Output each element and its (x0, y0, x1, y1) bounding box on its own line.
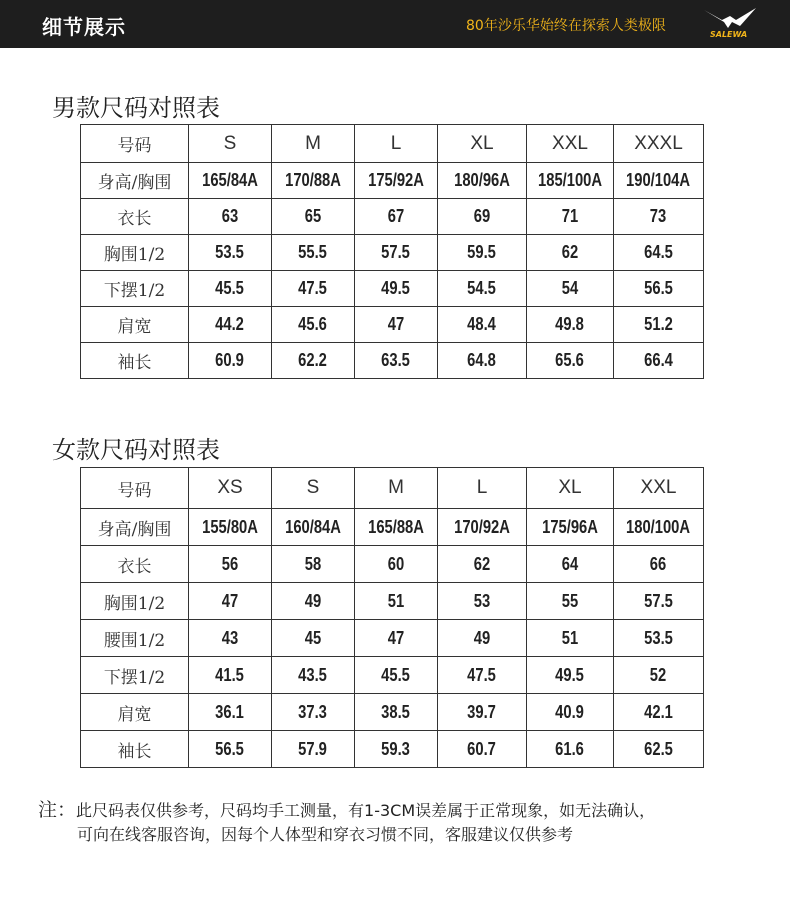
value-cell (189, 620, 272, 657)
row-label-cell: 肩宽 (81, 694, 189, 731)
header-title: 细节展示 (42, 15, 126, 39)
value-cell (189, 657, 272, 694)
table-row (81, 731, 704, 768)
value-cell (189, 163, 272, 199)
value-text: 51.2 (644, 314, 673, 334)
value-cell (189, 343, 272, 379)
value-cell (614, 509, 704, 546)
size-header-cell: S (272, 468, 355, 509)
value-text: 71 (561, 206, 579, 226)
value-cell (355, 694, 438, 731)
value-cell (527, 199, 614, 235)
value-cell (189, 271, 272, 307)
value-text: 73 (650, 206, 667, 226)
value-cell (355, 509, 438, 546)
value-cell (272, 343, 355, 379)
value-cell (614, 694, 704, 731)
table-row (81, 235, 704, 271)
row-label-cell: 肩宽 (81, 307, 189, 343)
value-text: 51 (561, 627, 579, 648)
row-label-cell: 胸围1/2 (81, 583, 189, 620)
value-text: 43 (221, 627, 239, 648)
value-cell (527, 731, 614, 768)
value-text: 51 (387, 590, 405, 611)
value-text: 170/88A (285, 170, 341, 190)
value-text: 54 (561, 278, 579, 298)
value-text: 66.4 (644, 350, 673, 370)
value-cell (189, 307, 272, 343)
value-text: 52 (650, 664, 667, 685)
table-row (81, 694, 704, 731)
eagle-icon (700, 6, 760, 32)
value-cell (438, 199, 527, 235)
value-text: 44.2 (215, 314, 245, 334)
value-cell (355, 199, 438, 235)
value-cell (614, 235, 704, 271)
value-cell (355, 583, 438, 620)
value-cell (438, 694, 527, 731)
value-text: 60.7 (467, 738, 497, 759)
table-row (81, 199, 704, 235)
value-text: 47 (387, 314, 405, 334)
value-cell (189, 509, 272, 546)
women-size-table (80, 467, 704, 768)
header-label-cell: 号码 (81, 125, 189, 163)
value-cell (189, 731, 272, 768)
value-text: 64 (561, 553, 579, 574)
value-text: 47 (387, 627, 405, 648)
table-row (81, 307, 704, 343)
value-cell (189, 235, 272, 271)
value-cell (527, 271, 614, 307)
header-label-cell: 号码 (81, 468, 189, 509)
note-line-2: 可向在线客服咨询，因每个人体型和穿衣习惯不同，客服建议仅供参考 (77, 825, 574, 844)
value-cell (355, 271, 438, 307)
size-header-cell: XXL (614, 468, 704, 509)
value-text: 180/96A (454, 170, 510, 190)
row-label-cell: 袖长 (81, 343, 189, 379)
value-text: 39.7 (467, 701, 497, 722)
value-text: 64.5 (644, 242, 673, 262)
value-text: 62.5 (644, 738, 673, 759)
value-cell (272, 307, 355, 343)
value-text: 54.5 (467, 278, 497, 298)
value-text: 56.5 (644, 278, 673, 298)
value-text: 49 (473, 627, 491, 648)
row-label-cell: 下摆1/2 (81, 657, 189, 694)
men-table-title: 男款尺码对照表 (52, 94, 220, 122)
value-text: 165/84A (202, 170, 258, 190)
value-text: 59.5 (467, 242, 497, 262)
value-text: 57.9 (298, 738, 328, 759)
size-header-cell: L (438, 468, 527, 509)
table-row (81, 657, 704, 694)
value-text: 49.8 (555, 314, 585, 334)
value-cell (438, 235, 527, 271)
value-cell (614, 583, 704, 620)
value-text: 60 (387, 553, 405, 574)
value-cell (272, 731, 355, 768)
value-cell (527, 583, 614, 620)
value-cell (438, 271, 527, 307)
value-text: 47 (221, 590, 239, 611)
row-label-cell: 衣长 (81, 199, 189, 235)
value-cell (272, 620, 355, 657)
row-label-cell: 下摆1/2 (81, 271, 189, 307)
value-cell (438, 307, 527, 343)
note-line-1: 此尺码表仅供参考，尺码均手工测量，有1-3CM误差属于正常现象，如无法确认， (76, 801, 656, 820)
value-text: 41.5 (215, 664, 245, 685)
value-cell (355, 307, 438, 343)
value-text: 63.5 (381, 350, 411, 370)
value-cell (614, 657, 704, 694)
value-cell (527, 657, 614, 694)
value-cell (614, 620, 704, 657)
value-cell (272, 583, 355, 620)
value-cell (272, 694, 355, 731)
value-text: 55 (561, 590, 579, 611)
value-text: 65.6 (555, 350, 585, 370)
value-text: 58 (304, 553, 322, 574)
value-text: 53.5 (644, 627, 673, 648)
value-cell (614, 343, 704, 379)
row-label-cell: 身高/胸围 (81, 163, 189, 199)
value-text: 49 (304, 590, 322, 611)
table-row (81, 583, 704, 620)
value-text: 36.1 (215, 701, 245, 722)
value-text: 40.9 (555, 701, 585, 722)
value-text: 56.5 (215, 738, 245, 759)
salewa-logo (700, 6, 760, 44)
value-cell (527, 509, 614, 546)
value-text: 170/92A (454, 516, 510, 537)
value-text: 43.5 (298, 664, 328, 685)
value-cell (527, 343, 614, 379)
value-cell (272, 199, 355, 235)
table-header-row (81, 125, 704, 163)
value-text: 185/100A (537, 170, 603, 190)
value-text: 53.5 (215, 242, 245, 262)
header-bar (0, 0, 790, 48)
value-cell (272, 657, 355, 694)
value-text: 67 (387, 206, 405, 226)
row-label-cell: 腰围1/2 (81, 620, 189, 657)
value-cell (527, 307, 614, 343)
value-cell (272, 271, 355, 307)
value-text: 66 (650, 553, 667, 574)
value-text: 37.3 (298, 701, 328, 722)
value-text: 45.6 (298, 314, 328, 334)
value-text: 55.5 (298, 242, 328, 262)
value-text: 62 (473, 553, 491, 574)
value-text: 165/88A (368, 516, 424, 537)
value-cell (355, 657, 438, 694)
value-text: 59.3 (381, 738, 411, 759)
value-cell (527, 235, 614, 271)
table-header-row (81, 468, 704, 509)
value-cell (614, 163, 704, 199)
value-cell (438, 163, 527, 199)
value-text: 45.5 (215, 278, 245, 298)
size-header-cell: XXL (527, 125, 614, 163)
women-table-title: 女款尺码对照表 (52, 436, 220, 464)
value-text: 48.4 (467, 314, 497, 334)
value-text: 180/100A (626, 516, 691, 537)
value-text: 160/84A (285, 516, 341, 537)
value-cell (527, 163, 614, 199)
table-row (81, 620, 704, 657)
value-cell (272, 163, 355, 199)
value-text: 190/104A (626, 170, 691, 190)
table-row (81, 271, 704, 307)
table-row (81, 509, 704, 546)
value-cell (614, 199, 704, 235)
value-cell (355, 546, 438, 583)
value-text: 60.9 (215, 350, 245, 370)
value-cell (189, 199, 272, 235)
value-cell (355, 163, 438, 199)
value-cell (438, 583, 527, 620)
value-cell (527, 694, 614, 731)
value-text: 56 (221, 553, 239, 574)
value-text: 61.6 (555, 738, 585, 759)
value-cell (527, 546, 614, 583)
value-text: 65 (304, 206, 322, 226)
size-header-cell: S (189, 125, 272, 163)
value-text: 45.5 (381, 664, 411, 685)
value-cell (272, 546, 355, 583)
value-cell (355, 731, 438, 768)
header-slogan: 80年沙乐华始终在探索人类极限 (466, 18, 666, 34)
size-header-cell: XL (527, 468, 614, 509)
value-text: 175/92A (368, 170, 424, 190)
value-cell (438, 546, 527, 583)
value-cell (355, 235, 438, 271)
value-text: 155/80A (202, 516, 258, 537)
value-text: 38.5 (381, 701, 411, 722)
value-cell (614, 271, 704, 307)
value-text: 64.8 (467, 350, 497, 370)
value-text: 47.5 (467, 664, 497, 685)
table-row (81, 163, 704, 199)
value-text: 63 (221, 206, 239, 226)
value-cell (527, 620, 614, 657)
value-cell (614, 307, 704, 343)
value-cell (189, 546, 272, 583)
table-row (81, 546, 704, 583)
table-row (81, 343, 704, 379)
size-header-cell: XL (438, 125, 527, 163)
value-text: 49.5 (555, 664, 585, 685)
row-label-cell: 袖长 (81, 731, 189, 768)
value-cell (438, 509, 527, 546)
value-cell (438, 620, 527, 657)
value-text: 62 (561, 242, 579, 262)
note-mark: 注： (38, 799, 77, 821)
logo-brand-text: SALEWA (710, 30, 748, 39)
value-text: 69 (473, 206, 491, 226)
value-cell (614, 546, 704, 583)
size-header-cell: XXXL (614, 125, 704, 163)
value-cell (272, 509, 355, 546)
value-cell (189, 694, 272, 731)
value-cell (189, 583, 272, 620)
value-cell (272, 235, 355, 271)
value-text: 57.5 (381, 242, 411, 262)
row-label-cell: 胸围1/2 (81, 235, 189, 271)
value-cell (355, 343, 438, 379)
value-cell (438, 731, 527, 768)
row-label-cell: 身高/胸围 (81, 509, 189, 546)
value-text: 47.5 (298, 278, 328, 298)
size-header-cell: L (355, 125, 438, 163)
size-header-cell: M (355, 468, 438, 509)
value-text: 53 (473, 590, 491, 611)
men-size-table (80, 124, 704, 379)
value-text: 42.1 (644, 701, 673, 722)
value-cell (614, 731, 704, 768)
value-cell (355, 620, 438, 657)
value-text: 57.5 (644, 590, 673, 611)
value-cell (438, 343, 527, 379)
value-text: 175/96A (542, 516, 598, 537)
size-header-cell: M (272, 125, 355, 163)
size-header-cell: XS (189, 468, 272, 509)
value-text: 45 (304, 627, 322, 648)
row-label-cell: 衣长 (81, 546, 189, 583)
value-text: 49.5 (381, 278, 411, 298)
value-cell (438, 657, 527, 694)
size-note (38, 798, 655, 847)
value-text: 62.2 (298, 350, 328, 370)
